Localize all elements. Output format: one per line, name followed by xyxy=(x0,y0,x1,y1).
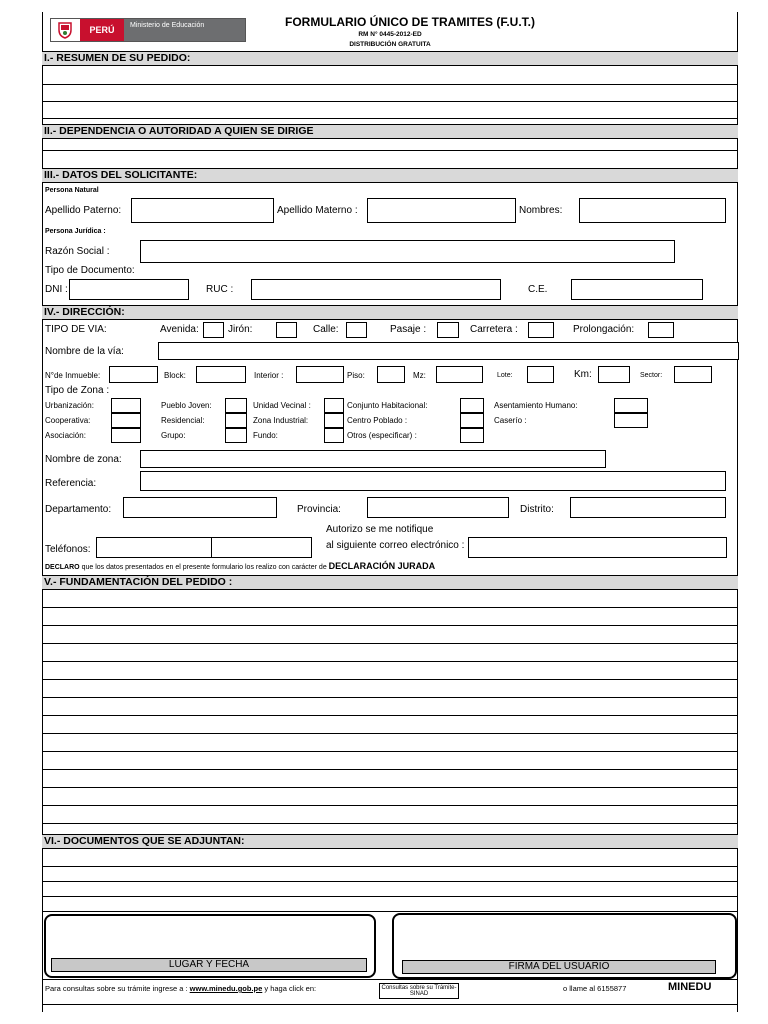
caserio-checkbox[interactable] xyxy=(614,413,648,428)
n-inmueble-field[interactable] xyxy=(109,366,158,383)
block-label: Block: xyxy=(164,371,186,380)
form-title: FORMULARIO ÚNICO DE TRAMITES (F.U.T.) xyxy=(285,15,535,29)
logo-peru-text: PERÚ xyxy=(80,19,124,41)
section-6-line[interactable] xyxy=(42,866,738,867)
minedu-footer-text: MINEDU xyxy=(668,981,712,993)
interior-field[interactable] xyxy=(296,366,344,383)
nombres-label: Nombres: xyxy=(519,205,563,216)
prolongacion-label: Prolongación: xyxy=(573,324,635,335)
lugar-fecha-label: LUGAR Y FECHA xyxy=(51,958,367,972)
ruc-label: RUC : xyxy=(206,284,234,295)
lote-field[interactable] xyxy=(527,366,554,383)
conjunto-habitacional-checkbox[interactable] xyxy=(460,398,484,413)
ruc-field[interactable] xyxy=(251,279,501,300)
section-3-header: III.- DATOS DEL SOLICITANTE: xyxy=(42,168,738,183)
fundo-label: Fundo: xyxy=(253,431,278,440)
asentamiento-humano-checkbox[interactable] xyxy=(614,398,648,413)
distrito-field[interactable] xyxy=(570,497,726,518)
calle-checkbox[interactable] xyxy=(346,322,367,338)
razon-social-label: Razón Social : xyxy=(45,246,110,257)
ce-label: C.E. xyxy=(528,284,548,295)
residencial-label: Residencial: xyxy=(161,416,205,425)
autorizo-label-1: Autorizo se me notifique xyxy=(326,524,434,535)
ce-field[interactable] xyxy=(571,279,703,300)
sector-field[interactable] xyxy=(674,366,712,383)
cooperativa-checkbox[interactable] xyxy=(111,413,141,428)
departamento-field[interactable] xyxy=(123,497,277,518)
centro-poblado-checkbox[interactable] xyxy=(460,413,484,428)
rm-number: RM N° 0445-2012-ED xyxy=(358,31,422,38)
piso-field[interactable] xyxy=(377,366,405,383)
n-inmueble-label: N°de Inmueble: xyxy=(45,371,101,380)
nombre-zona-label: Nombre de zona: xyxy=(45,454,122,465)
section-5-line[interactable] xyxy=(42,625,738,626)
km-field[interactable] xyxy=(598,366,630,383)
mz-label: Mz: xyxy=(413,371,426,380)
coat-of-arms-icon xyxy=(55,20,75,40)
apellido-paterno-label: Apellido Paterno: xyxy=(45,205,122,216)
section-5-line[interactable] xyxy=(42,697,738,698)
email-field[interactable] xyxy=(468,537,727,558)
declaracion-jurada-bold: DECLARACIÓN JURADA xyxy=(328,561,436,571)
calle-label: Calle: xyxy=(313,324,339,335)
lote-label: Lote: xyxy=(497,372,513,379)
fundo-checkbox[interactable] xyxy=(324,428,344,443)
dni-label: DNI : xyxy=(45,284,68,295)
sinad-button[interactable]: Consultas sobre su Trámite-SINAD xyxy=(379,983,459,999)
grupo-checkbox[interactable] xyxy=(225,428,247,443)
sector-label: Sector: xyxy=(640,372,663,379)
apellido-paterno-field[interactable] xyxy=(131,198,274,223)
section-4-header: IV.- DIRECCIÓN: xyxy=(42,305,738,320)
section-5-line[interactable] xyxy=(42,751,738,752)
section-5-header: V.- FUNDAMENTACIÓN DEL PEDIDO : xyxy=(42,575,738,590)
unidad-vecinal-label: Unidad Vecinal : xyxy=(253,401,311,410)
cooperativa-label: Cooperativa: xyxy=(45,416,91,425)
prolongacion-checkbox[interactable] xyxy=(648,322,674,338)
section-6-line[interactable] xyxy=(42,881,738,882)
tipo-via-label: TIPO DE VIA: xyxy=(45,324,107,335)
section-2-header: II.- DEPENDENCIA O AUTORIDAD A QUIEN SE DIRIGE xyxy=(42,124,738,139)
provincia-label: Provincia: xyxy=(297,504,341,515)
residencial-checkbox[interactable] xyxy=(225,413,247,428)
zona-industrial-checkbox[interactable] xyxy=(324,413,344,428)
section-2-line[interactable] xyxy=(42,150,738,151)
section-1-line[interactable] xyxy=(42,118,738,119)
footer-divider xyxy=(42,979,738,980)
telefono-field-2[interactable] xyxy=(211,537,312,558)
pasaje-label: Pasaje : xyxy=(390,324,427,335)
tipo-zona-label: Tipo de Zona : xyxy=(45,385,110,396)
unidad-vecinal-checkbox[interactable] xyxy=(324,398,344,413)
centro-poblado-label: Centro Poblado : xyxy=(347,416,408,425)
razon-social-field[interactable] xyxy=(140,240,675,263)
distrito-label: Distrito: xyxy=(520,504,554,515)
minedu-url-link[interactable]: www.minedu.gob.pe xyxy=(189,984,263,993)
pueblo-joven-checkbox[interactable] xyxy=(225,398,247,413)
persona-natural-label: Persona Natural xyxy=(45,187,99,194)
carretera-label: Carretera : xyxy=(470,324,518,335)
nombre-via-field[interactable] xyxy=(158,342,739,360)
avenida-checkbox[interactable] xyxy=(203,322,224,338)
footer-bottom-line xyxy=(42,1004,738,1005)
section-6-header: VI.- DOCUMENTOS QUE SE ADJUNTAN: xyxy=(42,834,738,849)
asentamiento-humano-label: Asentamiento Humano: xyxy=(494,401,578,410)
referencia-field[interactable] xyxy=(140,471,726,491)
declaro-text: que los datos presentados en el presente formulario los realizo con carácter de xyxy=(79,564,329,571)
tipo-documento-label: Tipo de Documento: xyxy=(45,265,135,276)
nombre-zona-field[interactable] xyxy=(140,450,606,468)
nombre-via-label: Nombre de la vía: xyxy=(45,346,124,357)
grupo-label: Grupo: xyxy=(161,431,186,440)
phone-text: o llame al 6155877 xyxy=(563,984,627,993)
section-5-line[interactable] xyxy=(42,805,738,806)
otros-checkbox[interactable] xyxy=(460,428,484,443)
persona-juridica-label: Persona Jurídica : xyxy=(45,228,106,235)
caserio-label: Caserío : xyxy=(494,416,527,425)
consultas-text xyxy=(45,984,316,993)
section-6-line[interactable] xyxy=(42,911,738,912)
section-1-line[interactable] xyxy=(42,84,738,85)
logo-ministry-text: Ministerio de Educación xyxy=(124,19,245,41)
dni-field[interactable] xyxy=(69,279,189,300)
referencia-label: Referencia: xyxy=(45,478,97,489)
section-6-line[interactable] xyxy=(42,896,738,897)
avenida-label: Avenida: xyxy=(160,324,199,335)
otros-label: Otros (especificar) : xyxy=(347,431,417,440)
autorizo-label-2: al siguiente correo electrónico : xyxy=(326,540,465,551)
consultas-prefix: Para consultas sobre su trámite ingrese a : xyxy=(45,984,190,993)
departamento-label: Departamento: xyxy=(45,504,112,515)
apellido-materno-field[interactable] xyxy=(367,198,516,223)
section-5-line[interactable] xyxy=(42,733,738,734)
urbanizacion-checkbox[interactable] xyxy=(111,398,141,413)
section-5-line[interactable] xyxy=(42,661,738,662)
asociacion-label: Asociación: xyxy=(45,431,86,440)
zona-industrial-label: Zona Industrial: xyxy=(253,416,309,425)
nombres-field[interactable] xyxy=(579,198,726,223)
apellido-materno-label: Apellido Materno : xyxy=(277,205,358,216)
urbanizacion-label: Urbanización: xyxy=(45,401,94,410)
pueblo-joven-label: Pueblo Joven: xyxy=(161,401,212,410)
section-5-line[interactable] xyxy=(42,715,738,716)
jiron-label: Jirón: xyxy=(228,324,253,335)
carretera-checkbox[interactable] xyxy=(528,322,554,338)
conjunto-habitacional-label: Conjunto Habitacional: xyxy=(347,401,428,410)
asociacion-checkbox[interactable] xyxy=(111,428,141,443)
section-5-line[interactable] xyxy=(42,823,738,824)
section-5-line[interactable] xyxy=(42,787,738,788)
provincia-field[interactable] xyxy=(367,497,509,518)
section-5-line[interactable] xyxy=(42,643,738,644)
jiron-checkbox[interactable] xyxy=(276,322,297,338)
piso-label: Piso: xyxy=(347,371,365,380)
distribution-note: DISTRIBUCIÓN GRATUITA xyxy=(349,41,431,48)
section-5-line[interactable] xyxy=(42,679,738,680)
section-1-header: I.- RESUMEN DE SU PEDIDO: xyxy=(42,51,738,66)
section-5-line[interactable] xyxy=(42,769,738,770)
declaro-bold: DECLARO xyxy=(45,564,80,571)
telefonos-label: Teléfonos: xyxy=(45,544,91,555)
declaracion-jurada-text xyxy=(45,561,435,571)
section-5-line[interactable] xyxy=(42,607,738,608)
section-1-line[interactable] xyxy=(42,101,738,102)
telefono-field-1[interactable] xyxy=(96,537,212,558)
consultas-suffix: y haga click en: xyxy=(262,984,317,993)
km-label: Km: xyxy=(574,369,592,380)
firma-label: FIRMA DEL USUARIO xyxy=(402,960,716,974)
pasaje-checkbox[interactable] xyxy=(437,322,459,338)
block-field[interactable] xyxy=(196,366,246,383)
interior-label: Interior : xyxy=(254,371,284,380)
mz-field[interactable] xyxy=(436,366,483,383)
